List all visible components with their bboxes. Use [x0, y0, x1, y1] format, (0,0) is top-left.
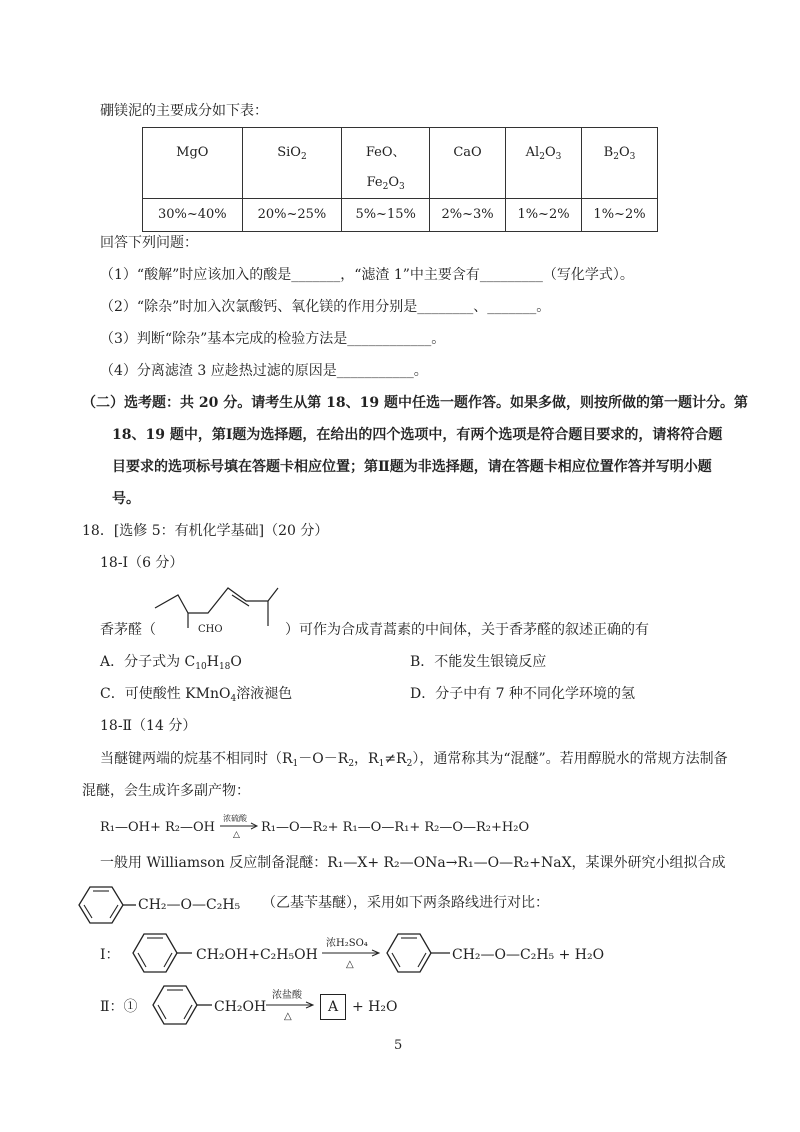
route1-cond-top: 浓H₂SO₄ [326, 938, 368, 949]
route2-cond-bottom: △ [284, 1011, 292, 1022]
table-header-cell: MgO [143, 128, 243, 199]
eq1-right: R₁—O—R₂+ R₁—O—R₁+ R₂—O—R₂+H₂O [261, 820, 530, 835]
route1-reactants: CH₂OH+C₂H₅OH [196, 947, 318, 963]
question-4: （4）分离滤渣 3 应趁热过滤的原因是___________。 [100, 363, 428, 379]
eq1-cond-bottom: △ [233, 830, 240, 840]
option-c: C．可使酸性 KMnO$_4$溶液褪色 [100, 686, 293, 704]
intro-text: 硼镁泥的主要成分如下表： [100, 103, 268, 119]
route1-arrow [320, 935, 382, 971]
q18-2-para1: 当醚键两端的烷基不相同时（$R_1-O-R_2$，$R_1\ne R_2$），通常称其为“混醚”。若用醇脱水的常规方法制备 [100, 751, 728, 769]
q18-1-stem-suffix: ）可作为合成青蒿素的中间体，关于香茅醛的叙述正确的有 [285, 622, 649, 638]
table-header-row [143, 128, 658, 199]
table-value-cell: 2%~3% [430, 199, 506, 232]
table-value-cell: 30%~40% [143, 199, 243, 232]
cho-label: CHO [198, 624, 223, 635]
route1-cond-bottom: △ [346, 959, 354, 970]
section2-line3: 目要求的选项标号填在答题卡相应位置；第Ⅱ题为非选择题，请在答题卡相应位置作答并写明小题 [112, 459, 712, 475]
table-value-cell: 1%~2% [506, 199, 582, 232]
option-a: A．分子式为 $C_{10}H_{18}O$ [100, 654, 242, 672]
target-formula: CH₂—O—C₂H₅ [138, 897, 241, 913]
table-header-cell: $Al_2O_3$ [506, 128, 582, 199]
eq1-arrow [218, 812, 260, 842]
question-2: （2）“除杂”时加入次氯酸钙、氧化镁的作用分别是________、_______。 [100, 299, 551, 315]
table-header-cell: $B_2O_3$ [582, 128, 658, 199]
table-value-cell: 20%~25% [242, 199, 342, 232]
route2-label: Ⅱ：① [100, 999, 138, 1015]
route1-label: Ⅰ： [100, 947, 120, 963]
eq1-left: R₁—OH+ R₂—OH [100, 820, 216, 835]
benzene-ring-icon [386, 932, 450, 974]
route2-cond-top: 浓盐酸 [272, 990, 302, 1001]
page-number: 5 [394, 1038, 403, 1053]
route2-box-a: A [320, 994, 346, 1020]
benzene-ring-icon [152, 984, 212, 1026]
table-header-cell: FeO、 $Fe_2O_3$ [342, 128, 430, 199]
route1-product: CH₂—O—C₂H₅ + H₂O [452, 947, 605, 963]
benzene-ring-icon [78, 885, 124, 925]
route2-arrow [264, 987, 316, 1023]
section2-line2: 18、19 题中，第Ⅰ题为选择题，在给出的四个选项中，有两个选项是符合题目要求的，请将符合题 [112, 427, 723, 443]
target-name: （乙基苄基醚），采用如下两条路线进行对比： [262, 895, 549, 911]
table-header-cell: CaO [430, 128, 506, 199]
option-d: D．分子中有 7 种不同化学环境的氢 [410, 686, 636, 702]
benzene-ring-icon [132, 932, 192, 974]
composition-table [142, 127, 658, 232]
q18-2-para1-line2: 混醚，会生成许多副产物： [82, 783, 250, 799]
citronellal-structure [150, 578, 280, 638]
table-value-cell: 5%~15% [342, 199, 430, 232]
section2-line1: （二）选考题：共 20 分。请考生从第 18、19 题中任选一题作答。如果多做，则按所做的第一题计分。第 [82, 395, 748, 411]
question-1: （1）“酸解”时应该加入的酸是_______，“滤渣 1”中主要含有_________（写化学式）。 [100, 267, 634, 283]
table-value-cell: 1%~2% [582, 199, 658, 232]
route2-tail: + H₂O [352, 999, 398, 1015]
q18-2-para2: 一般用 Williamson 反应制备混醚：R₁—X+ R₂—ONa→R₁—O—R₂+NaX，某课外研究小组拟合成 [100, 855, 726, 871]
question-3: （3）判断“除杂”基本完成的检验方法是____________。 [100, 331, 446, 347]
q18-1-stem-prefix: 香茅醛（ [100, 622, 156, 638]
q18-title: 18．[选修 5：有机化学基础]（20 分） [82, 523, 329, 539]
answer-prompt: 回答下列问题： [100, 235, 198, 251]
q18-2-label: 18-Ⅱ（14 分） [100, 718, 197, 734]
eq1-cond-top: 浓硫酸 [223, 814, 247, 823]
section2-line4: 号。 [112, 491, 140, 507]
table-header-cell: SiO$_2$ [242, 128, 342, 199]
table-value-row [143, 199, 658, 232]
option-b: B．不能发生银镜反应 [410, 654, 547, 670]
route2-reactant: CH₂OH [214, 999, 267, 1015]
q18-1-label: 18-Ⅰ（6 分） [100, 555, 184, 571]
